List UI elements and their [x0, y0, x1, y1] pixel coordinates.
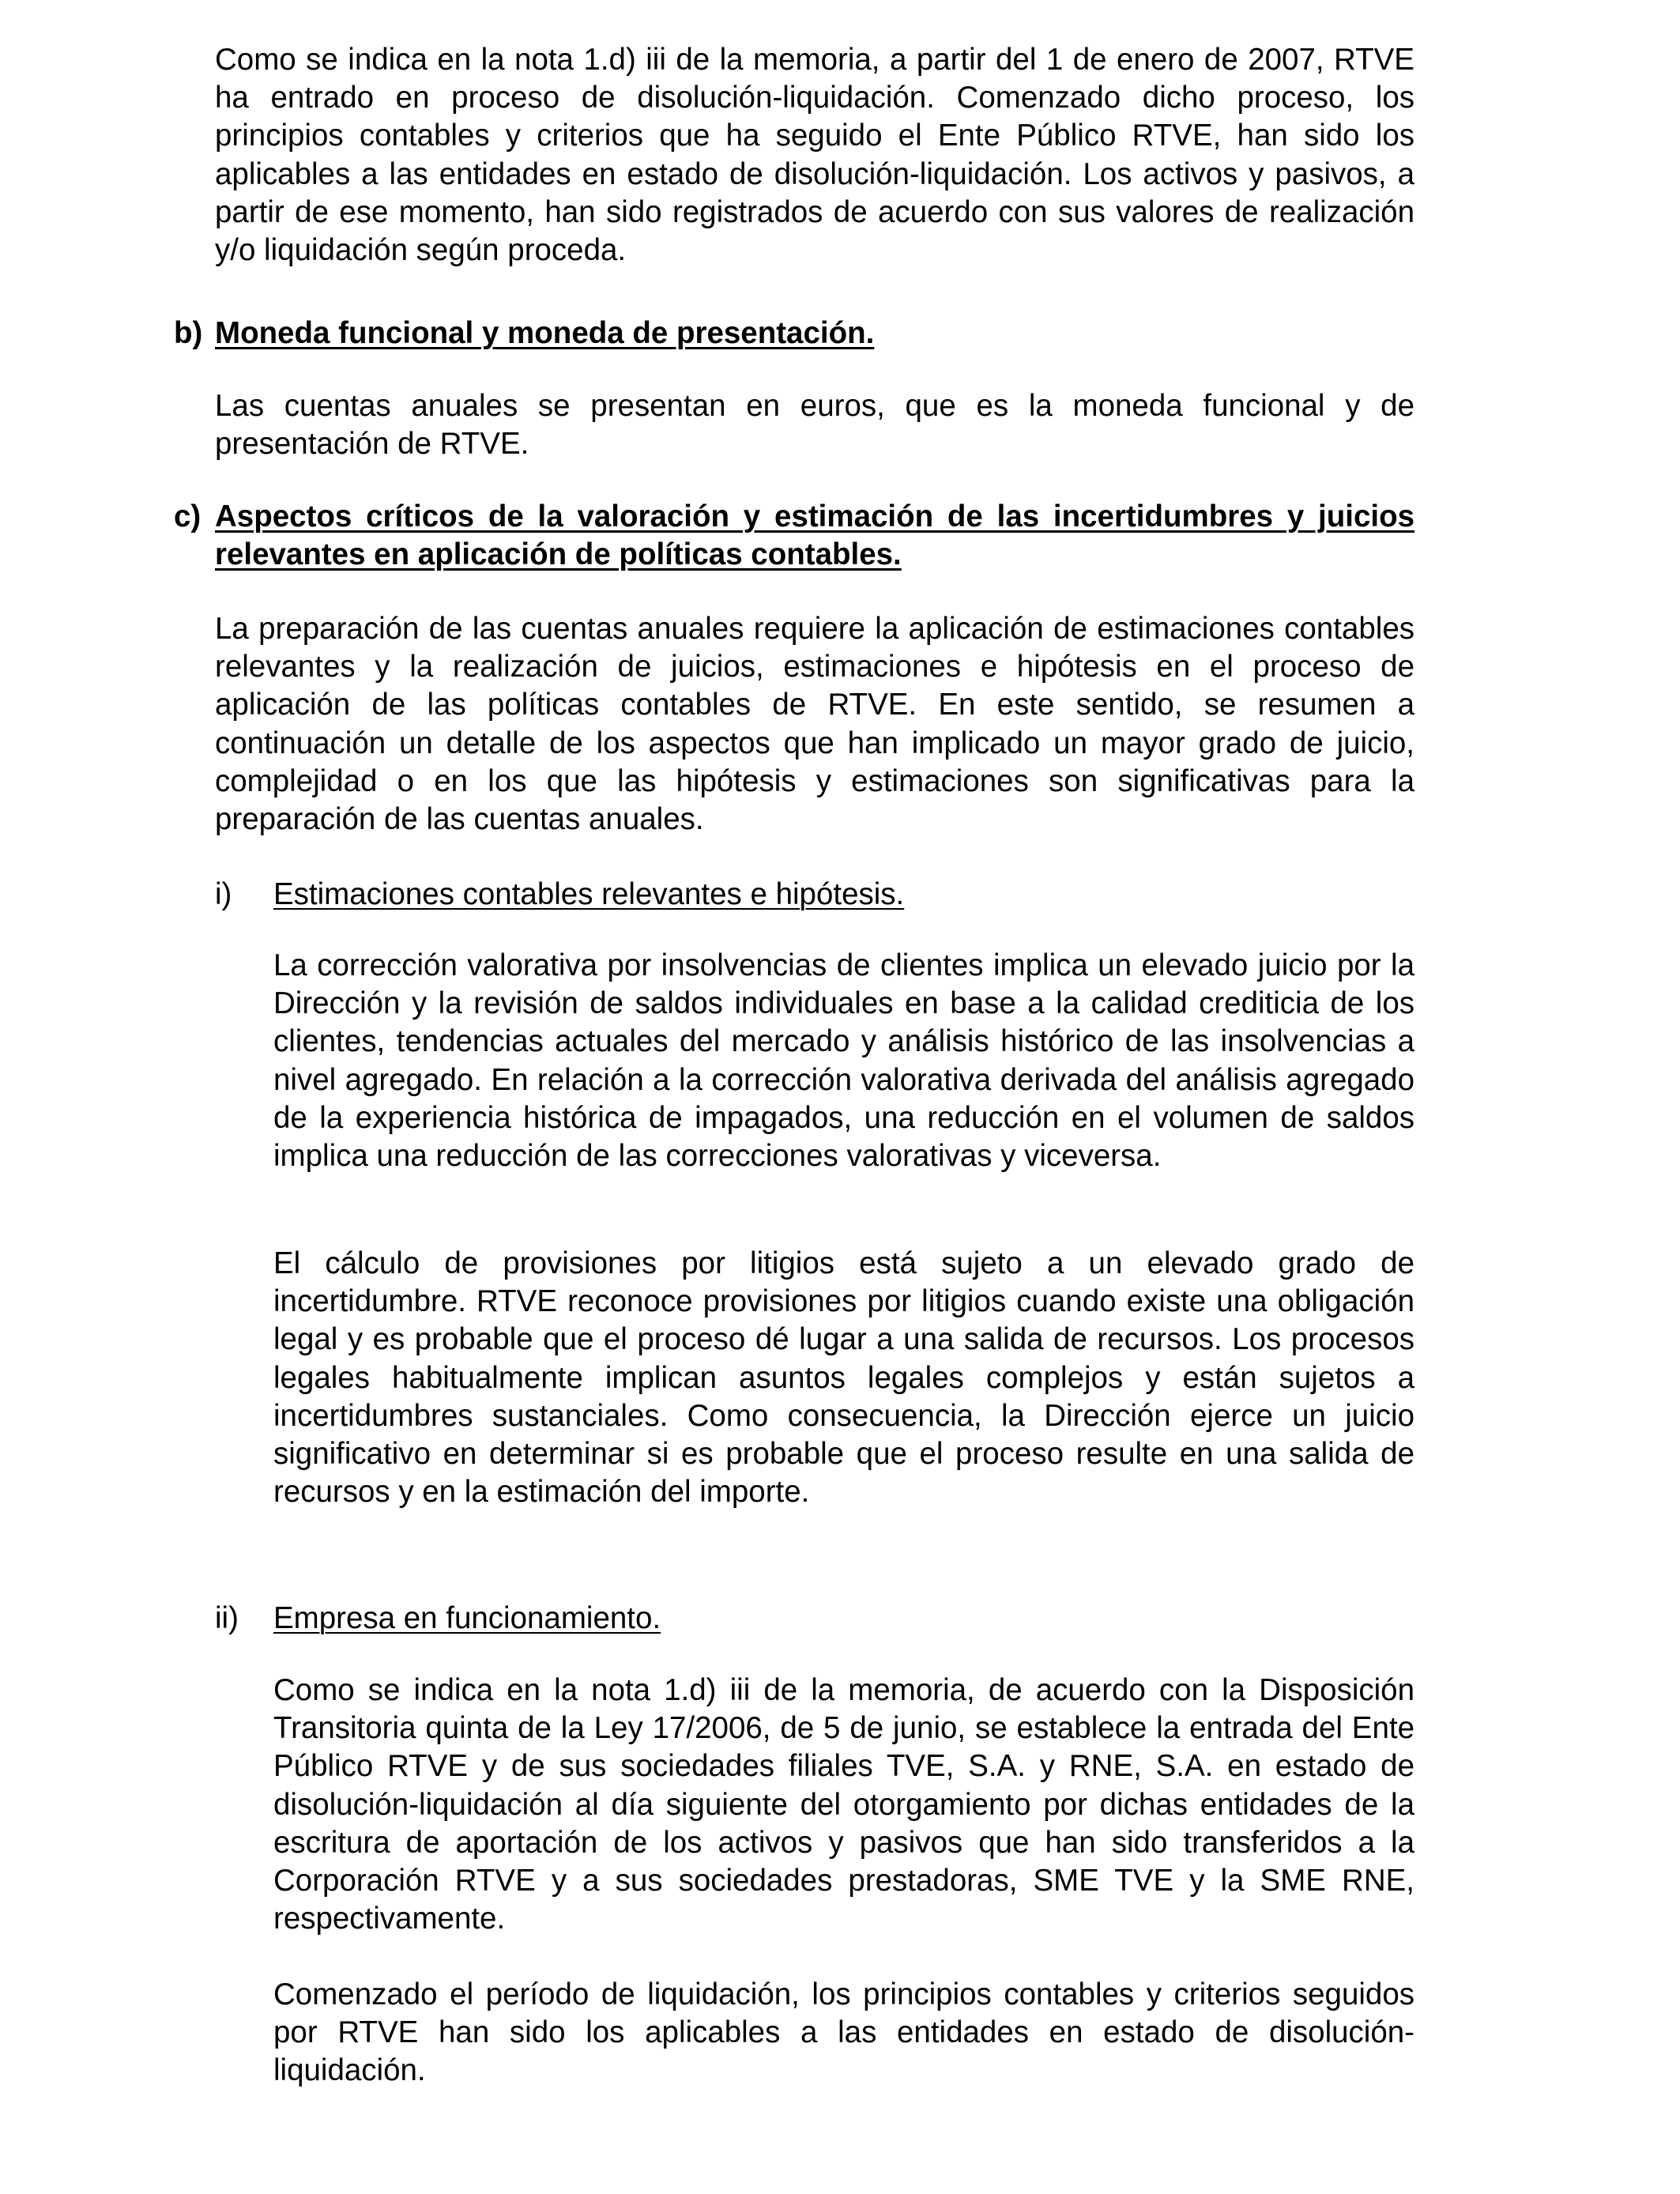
moneda-paragraph: Las cuentas anuales se presentan en euros, que es la moneda funcional y de presentación de RTVE.	[215, 389, 1414, 462]
subsection-ii-heading	[215, 1600, 1414, 1639]
intro-paragraph: Como se indica en la nota 1.d) iii de la memoria, a partir del 1 de enero de 2007, RTVE ha entrado en proceso de disolución-liquidación. Comenzado dicho proceso, los principios contables y criterios que ha seguido el Ente Público RTVE, han sido los aplicables a las entidades en estado de disolución-liquidación. Los activos y pasivos, a partir de ese momento, han sido registrados de acuerdo con sus valores de realización y/o liquidación según proceda.	[215, 43, 1414, 268]
subsection-i-marker: i)	[215, 877, 232, 911]
subsection-ii-marker: ii)	[215, 1601, 239, 1635]
section-c-marker: c)	[174, 499, 202, 533]
subsection-ii-title: Empresa en funcionamiento.	[273, 1601, 661, 1635]
empresa-paragraph-2: Comenzado el período de liquidación, los principios contables y criterios seguidos por RTVE han sido los aplicables a las entidades en estado de disolución-liquidación.	[273, 1977, 1414, 2088]
aspectos-paragraph: La preparación de las cuentas anuales requiere la aplicación de estimaciones contables relevantes y la realización de juicios, estimaciones e hipótesis en el proceso de aplicación de las políticas contables de RTVE. En este sentido, se resumen a continuación un detalle de los aspectos que han implicado un mayor grado de juicio, complejidad o en los que las hipótesis y estimaciones son significativas para la preparación de las cuentas anuales.	[215, 612, 1414, 837]
section-c-title: Aspectos críticos de la valoración y estimación de las incertidumbres y juicios relevantes en aplicación de políticas contables.	[215, 499, 1414, 572]
estimaciones-paragraph-2: El cálculo de provisiones por litigios está sujeto a un elevado grado de incertidumbre. RTVE reconoce provisiones por litigios cuando existe una obligación legal y es probable que el proceso dé lugar a una salida de recursos. Los procesos legales habitualmente implican asuntos legales complejos y están sujetos a incertidumbres sustanciales. Como consecuencia, la Dirección ejerce un juicio significativo en determinar si es probable que el proceso resulte en una salida de recursos y en la estimación del importe.	[273, 1246, 1414, 1510]
section-b-title: Moneda funcional y moneda de presentación.	[215, 316, 875, 350]
empresa-paragraph-1: Como se indica en la nota 1.d) iii de la memoria, de acuerdo con la Disposición Transitoria quinta de la Ley 17/2006, de 5 de junio, se establece la entrada del Ente Público RTVE y de sus sociedades filiales TVE, S.A. y RNE, S.A. en estado de disolución-liquidación al día siguiente del otorgamiento por dichas entidades de la escritura de aportación de los activos y pasivos que han sido transferidos a la Corporación RTVE y a sus sociedades prestadoras, SME TVE y la SME RNE, respectivamente.	[273, 1673, 1414, 1936]
subsection-i-heading	[215, 876, 1414, 915]
section-b-marker: b)	[174, 316, 203, 350]
subsection-i-title: Estimaciones contables relevantes e hipótesis.	[273, 877, 905, 911]
estimaciones-paragraph-1: La corrección valorativa por insolvencias de clientes implica un elevado juicio por la Dirección y la revisión de saldos individuales en base a la calidad crediticia de los clientes, tendencias actuales del mercado y análisis histórico de las insolvencias a nivel agregado. En relación a la corrección valorativa derivada del análisis agregado de la experiencia histórica de impagados, una reducción en el volumen de saldos implica una reducción de las correcciones valorativas y viceversa.	[273, 948, 1414, 1174]
